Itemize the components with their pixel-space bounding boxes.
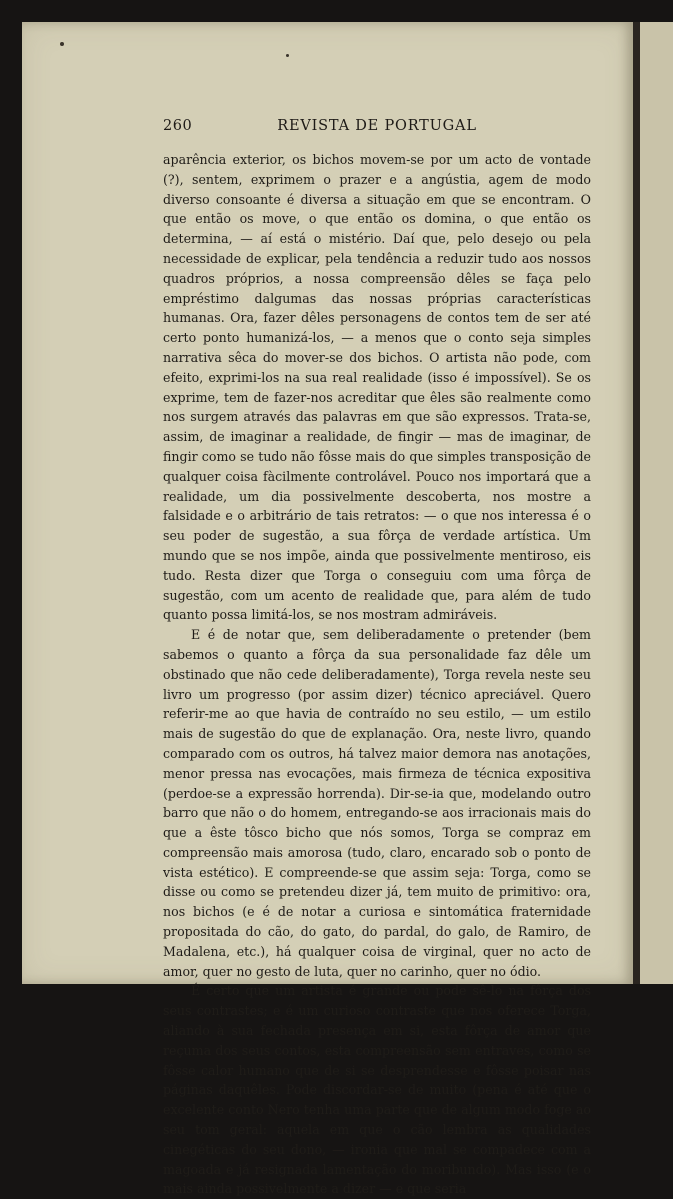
paragraph-2: E é de notar que, sem deliberadamente o pretender (bem sabemos o quanto a fôrça da sua personalidade faz dêle um obstinado que não cede deliberadamente), Torga revela neste seu livro um progresso (por assim dizer) técnico apreciável. Quero referir-me ao que havia de contraído no seu estilo, — um estilo mais de sugestão do que de explanação. Ora, neste livro, quando comparado com os outros, há talvez maior demora nas anotações, menor pressa nas evocações, mais firmeza de técnica expositiva (perdoe-se a expressão horrenda). Dir-se-ia que, modelando outro barro que não o do homem, entregando-se aos irracionais mais do que a êste tôsco bicho que nós somos, Torga se compraz em compreensão mais amorosa (tudo, claro, encarado sob o ponto de vista estético). E compreende-se que assim seja: Torga, como se disse ou como se pretendeu dizer já, tem muito de primitivo: ora, nos bichos (e é de notar a curiosa e sintomática fraternidade propositada do cão, do gato, do pardal, do galo, de Ramiro, de Madalena, etc.), há qualquer coisa de virginal, quer no acto de amor, quer no gesto de luta, quer no carinho, quer no ódio. bbox=[163, 627, 591, 979]
book-gutter bbox=[633, 22, 640, 984]
article-body bbox=[163, 150, 591, 1199]
paper-speck bbox=[60, 42, 64, 46]
adjacent-page-edge bbox=[640, 22, 673, 984]
paragraph-1: aparência exterior, os bichos movem-se por um acto de vontade (?), sentem, exprimem o prazer e a angústia, agem de modo diverso consoante é diversa a situação em que se encontram. O que então os move, o que então os domina, o que então os determina, — aí está o mistério. Daí que, pelo desejo ou pela necessidade de explicar, pela tendência a reduzir tudo aos nossos quadros próprios, a nossa compreensão dêles se faça pelo empréstimo dalgumas das nossas próprias características humanas. Ora, fazer dêles personagens de contos tem de ser até certo ponto humanizá-los, — a menos que o conto seja simples narrativa sêca do mover-se dos bichos. O artista não pode, com efeito, exprimi-los na sua real realidade (isso é impossível). Se os exprime, tem de fazer-nos acreditar que êles são realmente como nos surgem através das palavras em que são expressos. Trata-se, assim, de imaginar a realidade, de fingir — mas de imaginar, de fingir como se tudo não fôsse mais do que simples transposição de qualquer coisa fàcilmente controlável. Pouco nos importará que a realidade, um dia possivelmente descoberta, nos mostre a falsidade e o arbitrário de tais retratos: — o que nos interessa é o seu poder de sugestão, a sua fôrça de verdade artística. Um mundo que se nos impõe, ainda que possivelmente mentiroso, eis tudo. Resta dizer que Torga o conseguiu com uma fôrça de sugestão, com um acento de realidade que, para além de tudo quanto possa limitá-los, se nos mostram admiráveis. bbox=[163, 152, 591, 623]
page-number: 260 bbox=[163, 118, 193, 134]
paper-speck bbox=[286, 54, 289, 57]
page-header bbox=[163, 118, 591, 138]
running-title: REVISTA DE PORTUGAL bbox=[277, 118, 477, 134]
paragraph-3: É certo que um artista é grande ou pode sê-lo na fôrça dos seus contrastes; e é um curioso contraste que nos oferece Torga, aliando à sua fechada presença em si, esta fôrça de amor que reçuma dos seus contos, esta compreensão sem entraves, como se fôsse calor humano que de si se desprendesse e fôsse poisar nas páginas daquêles. Pode discordar-se de muito (pena é até que o excelente conto Nero tenha uma parte que de algum modo foge ao seu tom geral: aquela em que o cão lembra as qualidades cinegéticas do seu dono, — ironia que mal se compadece com a magoada e já resignada lamentação do moribundo). Mas isso (e o mais ainda possivelmente a dizer — e que seria bbox=[163, 983, 591, 1197]
